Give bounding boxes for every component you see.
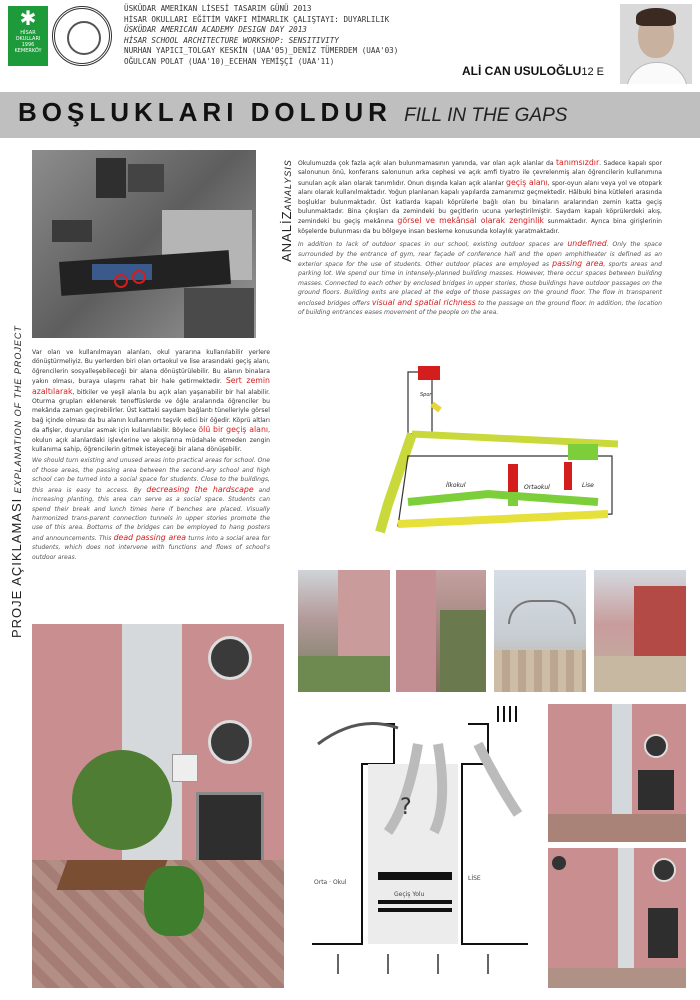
header-line: ÜSKÜDAR AMERICAN ACADEMY DESIGN DAY 2013 xyxy=(124,25,307,35)
project-text xyxy=(32,348,270,562)
header-line: OĞULCAN POLAT (UAA'10)_ECEHAN YEMİŞÇİ (UAA'11) xyxy=(124,56,335,66)
photo-passage-1 xyxy=(298,570,390,692)
analysis-label-en: ANALYSIS xyxy=(283,159,293,211)
logo-text-1: HİSAR xyxy=(20,30,36,36)
student-grade: 12 E xyxy=(581,66,604,78)
project-label xyxy=(8,325,26,638)
photo-courtyard-1 xyxy=(548,704,686,842)
project-label-tr: PROJE AÇIKLAMASI xyxy=(9,497,24,638)
highlight-undefined-tr: tanımsızdır xyxy=(555,158,600,167)
title-turkish: BOŞLUKLARI DOLDUR xyxy=(18,97,392,127)
plan-label-middle: Ortaokul xyxy=(524,484,550,491)
highlight-hardscape-tr: Sert zemin azaltılarak xyxy=(32,376,270,396)
header-line: ÜSKÜDAR AMERİKAN LİSESİ TASARIM GÜNÜ 2013 xyxy=(124,4,312,13)
highlight-richness-en: visual and spatial richness xyxy=(371,297,476,307)
photo-bridge xyxy=(594,570,686,692)
header-line: HİSAR SCHOOL ARCHITECTURE WORKSHOP: SENSITIVITY xyxy=(124,35,339,45)
person-figure-icon: ✱ xyxy=(19,6,37,30)
site-plan-svg xyxy=(368,364,630,544)
analysis-label xyxy=(278,159,296,262)
student-credit xyxy=(462,64,604,78)
svg-text:?: ? xyxy=(400,795,412,820)
photo-courtyard-2 xyxy=(548,848,686,988)
page-title xyxy=(18,97,567,128)
project-label-en: EXPLANATION OF THE PROJECT xyxy=(13,325,23,494)
header-line: HİSAR OKULLARI EĞİTİM VAKFI MİMARLIK ÇALIŞTAYI: DUYARLILIK xyxy=(124,14,390,24)
header-info xyxy=(124,4,464,68)
sketch-label-bottom: Geçiş Yolu xyxy=(394,891,425,898)
title-english: FILL IN THE GAPS xyxy=(404,105,568,126)
plan-label-gym: Spor xyxy=(420,392,432,398)
project-english: We should turn existing and unused areas into practical areas for school. One of those areas, the passing area between the second-ary school and high school can be turned into a social space for students. Close to the buildings, this area is easy to access. By decreasing the hardscape and increasing planting, this area can serve as a social space. Students can spend their break and lunch times here if benches are placed. Visually harmonized trans-parent connection tunnels in upper stories promote the use of this area. Bottoms of the bridges can be employed to hang posters and announcements. This dead passing area turns into a social area for students, which does not intervene with functions and flows of school's outdoor areas. xyxy=(32,457,270,561)
photo-passage-2 xyxy=(396,570,486,692)
highlight-richness-tr: görsel ve mekânsal olarak zenginlik xyxy=(397,216,544,226)
student-name: ALİ CAN USULOĞLU xyxy=(462,64,582,78)
student-portrait xyxy=(620,4,692,84)
uaa-seal-icon xyxy=(52,6,112,66)
analysis-text xyxy=(298,158,662,318)
plan-label-primary: İlkokul xyxy=(446,482,466,489)
hisar-logo xyxy=(8,6,48,66)
concept-sketch xyxy=(298,704,540,988)
highlight-dead-area-en: dead passing area xyxy=(113,532,187,542)
aerial-site-photo xyxy=(32,150,256,338)
highlight-dead-area-tr: ölü bir geçiş alanı xyxy=(198,425,269,435)
analysis-turkish: Okulumuzda çok fazla açık alan bulunmamasının yanında, var olan açık alanlar da tanımsızdır. Sadece kapalı spor salonunun önü, konferans salonunun arka cephesi ve açık amfi tiyatro ile çevrelenmiş alan öğrencilerin kullanımına sunulan açık alan olarak tanımlıdır. Onun dışında kalan açık alanlar geçiş alanı, spor-oyun alanı veya yol ve otopark alanı olarak kullanılmaktadır. Yoğun planlanan kapalı yapılarda zamanımız geçmektedir. Hâlbuki bina kütleleri arasında boşluklar bulunmaktadır. Üst katlarda kapalı köprülerle bağlı olan bu binaların aralarından zemin katta geçiş bulunmaktadır. Bina çıkışları da zemindeki bu geçitlerin ucuna yerleştirilmiştir. Saydam kapalı köprülerdeki akış, zemindeki bu geçiş mekânına görsel ve mekânsal olarak zenginlik sunmaktadır. Ayrıca bina girişlerinin köşelerde bulunması da bu bölgeye insan besleme konusunda kolaylık yaratmaktadır. xyxy=(298,158,662,235)
logo-text-3: 1996 xyxy=(21,42,35,48)
photo-amphitheater xyxy=(494,570,586,692)
sketch-label-left: Orta · Okul xyxy=(314,879,347,886)
analysis-label-tr: ANALİZ xyxy=(279,210,294,262)
highlight-passing-tr: geçiş alanı xyxy=(506,177,548,187)
proposal-render xyxy=(32,624,284,988)
highlight-passing-en: passing area xyxy=(552,259,604,269)
analysis-english: In addition to lack of outdoor spaces in our school, existing outdoor spaces are undefined. Only the space surrounded by the entrance of gym, rear façade of conference hall and the open amphitheater is defined as an exterior space for the use of students. Other outdoor places are employed as passing area, sports areas and parking lot. We spend our time in intensely-planned building masses. However, there occur spaces between building masses. Connected to each other by enclosed bridges in upper stories, those buildings have outdoor passages on the ground floors. Building exits are placed at the edge of those passages on the ground floor. The flow in transparent enclosed bridges offers visual and spatial richness to the passage on the ground floor. In addition, the location of building entrances eases movement of the people on the area. xyxy=(298,239,662,317)
plan-label-high: Lise xyxy=(582,482,594,489)
site-plan-drawing xyxy=(368,364,630,544)
project-turkish: Var olan ve kullanılmayan alanları, okul yararına kullanılabilir yerlere dönüştürmeliyiz. Bu yerlerden biri olan ortaokul ve lise arasındaki geçiş alanı, öğrencilerin sosyalleşebileceği bir alana dönüştürülebilir. Bu alanın binalara yakın olması, buraya ulaşımı rahat bir hale getirmektedir. Sert zemin azaltılarak, bitkiler ve yeşil alanla bu açık alan yaşanabilir bir hal alabilir. Oturma grupları eklenerek teneffüslerde ve öğle aralarında öğrenciler bu mekânda zaman geçirebilirler. Üst kattaki saydam bağlantı tünelleriyle görsel bağ içinde olması da bu alanın kullanımını teşvik edici bir öğedir. Köprü altları da afişler, duyurular asmak için kullanılabilir. Böylece ölü bir geçiş alanı, okulun açık alanlardaki işlevlerine ve akışlarına müdahale etmeden zengin kullanıma sahip, öğrencilerin gitmek isteyeceği bir alana dönüşebilir. xyxy=(32,349,270,454)
logo-text-2: OKULLARI xyxy=(15,36,41,42)
sketch-label-right: LİSE xyxy=(468,875,481,882)
logo-text-4: KEMERKÖY xyxy=(14,48,42,54)
header-line: NURHAN YAPICI_TOLGAY KESKİN (UAA'05)_DENİZ TÜMERDEM (UAA'03) xyxy=(124,46,399,56)
highlight-undefined-en: undefined xyxy=(567,239,607,249)
concept-sketch-svg xyxy=(298,704,540,988)
highlight-hardscape-en: decreasing the hardscape xyxy=(146,484,254,494)
